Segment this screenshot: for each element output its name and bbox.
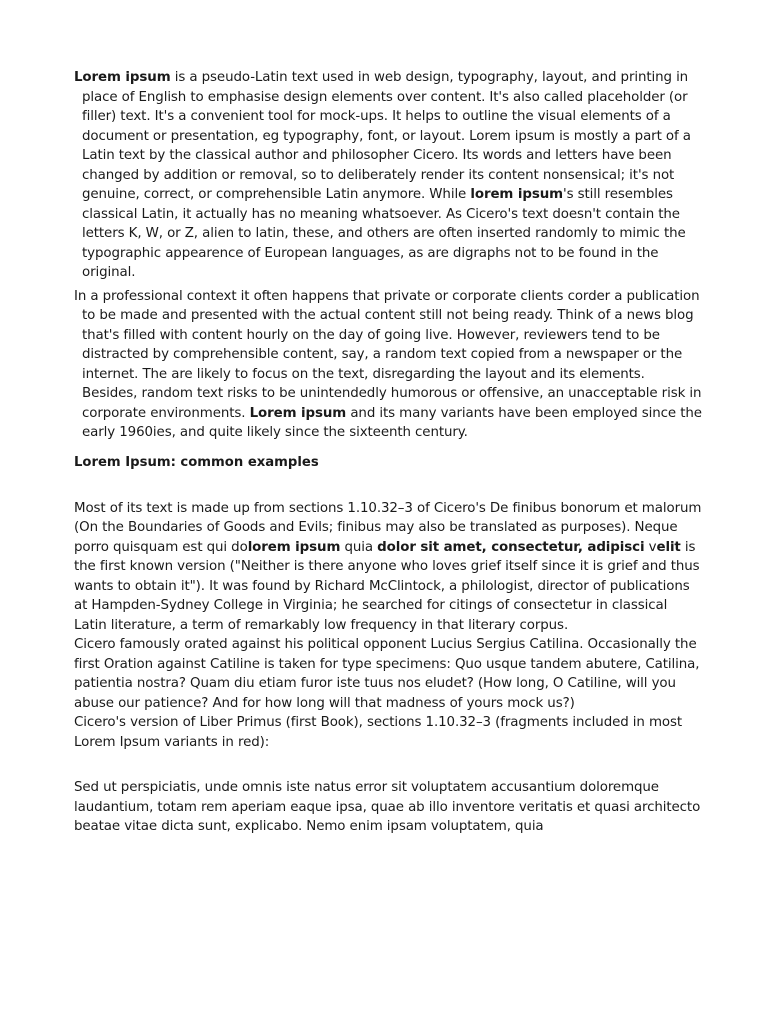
- bold-lorem-ipsum-2: lorem ipsum: [470, 187, 563, 202]
- s1-text-a: Most of its text is made up from sections 1.10.32–3 of Cicero's De finibus bonorum et malorum (On the Boundaries of Goods and Evils; finibus may also be translated as purposes). Neque porro quisquam est qui do: [74, 500, 702, 555]
- intro-p1-text-b: 's still resembles classical Latin, it actually has no meaning whatsoever. As Cicero's text doesn't contain the letters K, W, or Z, alien to latin, these, and others are often inserted randomly to mimic the typographic appearence of European languages, as are digraphs not to be found in the original.: [82, 187, 686, 280]
- section-paragraph-3: Cicero's version of Liber Primus (first Book), sections 1.10.32–3 (fragments included in most Lorem Ipsum variants in red):: [74, 715, 683, 750]
- intro-p2-text-b: and its many variants have been employed since the early 1960ies, and quite likely since the sixteenth century.: [82, 405, 702, 440]
- bold-lorem-ipsum-3: Lorem ipsum: [249, 405, 347, 421]
- section-heading: Lorem Ipsum: common examples: [74, 454, 319, 470]
- s1-text-d: is the first known version ("Neither is there anyone who loves grief itself since it is grief and thus wants to obtain it"). It was found by Richard McClintock, a philologist, director of publications at Hampden-Sydney College in Virginia; he searched for citings of consectetur in classical Latin literature, a term of remarkably low frequency in that literary corpus.: [74, 539, 700, 633]
- intro-paragraph-2: [74, 287, 704, 443]
- section-paragraph-1: [74, 499, 704, 636]
- intro-paragraph-1: [74, 68, 704, 283]
- section-paragraph-2: Cicero famously orated against his political opponent Lucius Sergius Catilina. Occasionally the first Oration against Catiline is taken for type specimens: Quo usque tandem abutere, Catilina, patientia nostra? Quam diu etiam furor iste tuus nos eludet? (How long, O Catiline, will you abuse our patience? And for how long will that madness of yours mock us?): [74, 637, 700, 711]
- spacer: [74, 752, 704, 778]
- s1-bold-lorem-ipsum: lorem ipsum: [247, 539, 341, 555]
- s1-text-c: v: [644, 539, 657, 555]
- intro-p2-text-a: In a professional context it often happens that private or corporate clients corder a publication to be made and presented with the actual content still not being ready. Think of a news blog that's filled with content hourly on the day of going live. However, reviewers tend to be distracted by comprehensible content, say, a random text copied from a newspaper or the internet. The are likely to focus on the text, disregarding the layout and its elements. Besides, random text risks to be unintendedly humorous or offensive, an unacceptable risk in corporate environments.: [74, 288, 702, 421]
- bold-lorem-ipsum: Lorem ipsum: [74, 70, 171, 85]
- document-page: [74, 68, 704, 837]
- s1-bold-dolor: dolor sit amet, consectetur, adipisci: [377, 539, 645, 555]
- intro-p1-text-a: is a pseudo-Latin text used in web design, typography, layout, and printing in place of English to emphasise design elements over content. It's also called placeholder (or filler) text. It's a convenient tool for mock-ups. It helps to outline the visual elements of a document or presentation, eg typography, font, or layout. Lorem ipsum is mostly a part of a Latin text by the classical author and philosopher Cicero. Its words and letters have been changed by addition or removal, so to deliberately render its content nonsensical; it's not genuine, correct, or comprehensible Latin anymore. While: [82, 70, 691, 202]
- section-paragraph-4: Sed ut perspiciatis, unde omnis iste natus error sit voluptatem accusantium doloremque laudantium, totam rem aperiam eaque ipsa, quae ab illo inventore veritatis et quasi architecto beatae vitae dicta sunt, explicabo. Nemo enim ipsam voluptatem, quia: [74, 780, 701, 834]
- s1-text-b: quia: [340, 539, 378, 555]
- s1-bold-elit: elit: [656, 539, 681, 555]
